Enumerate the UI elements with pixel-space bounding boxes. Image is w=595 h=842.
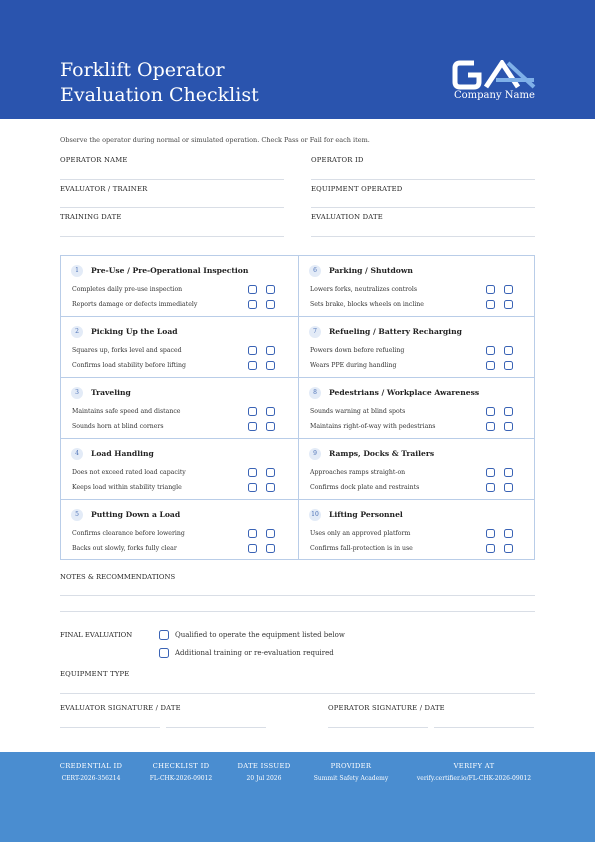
checklist-section: [299, 256, 536, 317]
checklist-item: Maintains right-of-way with pedestrians: [310, 423, 436, 430]
section-number: 3: [71, 387, 83, 399]
notes-line[interactable]: [60, 611, 535, 612]
section-title: Putting Down a Load: [91, 510, 181, 519]
provider: [304, 762, 398, 782]
pass-checkbox[interactable]: [248, 422, 257, 431]
page-title: [60, 58, 259, 108]
pass-checkbox[interactable]: [486, 483, 495, 492]
section-title: Refueling / Battery Recharging: [329, 327, 462, 336]
verify-at: [404, 762, 544, 782]
page-footer: [0, 752, 595, 842]
fail-checkbox[interactable]: [504, 407, 513, 416]
fail-checkbox[interactable]: [266, 529, 275, 538]
notes-line[interactable]: [60, 595, 535, 596]
evaluator-signature-field[interactable]: [60, 727, 160, 728]
credential-id-value: CERT-2026-356214: [61, 775, 121, 782]
checklist-section: [61, 256, 298, 317]
section-number: 1: [71, 265, 83, 277]
section-title: Picking Up the Load: [91, 327, 178, 336]
equipment-operated-label: EQUIPMENT OPERATED: [311, 185, 403, 193]
qualified-checkbox[interactable]: [159, 630, 169, 640]
section-title: Ramps, Docks & Trailers: [329, 449, 435, 458]
evaluator-signature-label: EVALUATOR SIGNATURE / DATE: [60, 704, 181, 712]
pass-checkbox[interactable]: [248, 346, 257, 355]
instructions: Observe the operator during normal or simulated operation. Check Pass or Fail for each item.: [60, 136, 370, 144]
operator-date-field[interactable]: [434, 727, 534, 728]
pass-checkbox[interactable]: [248, 361, 257, 370]
section-title: Pre-Use / Pre-Operational Inspection: [91, 266, 249, 275]
section-title: Traveling: [91, 388, 131, 397]
retraining-checkbox[interactable]: [159, 648, 169, 658]
section-title: Pedestrians / Workplace Awareness: [329, 388, 480, 397]
page-header: [0, 0, 595, 119]
checklist-item: Confirms clearance before lowering: [72, 530, 185, 537]
checklist-section: [299, 500, 536, 561]
section-number: 4: [71, 448, 83, 460]
section-title: Parking / Shutdown: [329, 266, 413, 275]
pass-checkbox[interactable]: [486, 300, 495, 309]
fail-checkbox[interactable]: [266, 285, 275, 294]
checklist-item: Confirms fall-protection is in use: [310, 545, 413, 552]
checklist-section: [299, 378, 536, 439]
operator-name-label: OPERATOR NAME: [60, 156, 128, 164]
fail-checkbox[interactable]: [504, 346, 513, 355]
evaluation-date-field[interactable]: [311, 236, 535, 237]
checklist-item: Wears PPE during handling: [310, 362, 397, 369]
section-number: 9: [309, 448, 321, 460]
pass-checkbox[interactable]: [486, 346, 495, 355]
checklist-id-value: FL-CHK-2026-09012: [149, 775, 213, 782]
evaluation-date-label: EVALUATION DATE: [311, 213, 383, 221]
pass-checkbox[interactable]: [248, 407, 257, 416]
pass-checkbox[interactable]: [248, 300, 257, 309]
verify-at-link[interactable]: verify.certifier.io/FL-CHK-2026-09012: [416, 775, 532, 782]
pass-checkbox[interactable]: [486, 285, 495, 294]
fail-checkbox[interactable]: [266, 346, 275, 355]
checklist-section: [61, 500, 298, 561]
checklist-item: Completes daily pre-use inspection: [72, 286, 183, 293]
fail-checkbox[interactable]: [504, 544, 513, 553]
qualified-option-label: Qualified to operate the equipment listed below: [175, 631, 345, 639]
pass-checkbox[interactable]: [486, 422, 495, 431]
credential-id: [50, 762, 132, 782]
credential-id-label: CREDENTIAL ID: [59, 762, 123, 770]
checklist-item: Confirms dock plate and restraints: [310, 484, 420, 491]
pass-checkbox[interactable]: [248, 544, 257, 553]
checklist-section: [299, 439, 536, 500]
final-evaluation-label: FINAL EVALUATION: [60, 631, 133, 639]
checklist-item: Reports damage or defects immediately: [72, 301, 198, 308]
checklist-item: Approaches ramps straight-on: [310, 469, 406, 476]
operator-signature-field[interactable]: [328, 727, 428, 728]
title-line-1: Forklift Operator: [60, 59, 225, 81]
notes-label: NOTES & RECOMMENDATIONS: [60, 573, 176, 581]
pass-checkbox[interactable]: [486, 529, 495, 538]
checklist-id-label: CHECKLIST ID: [152, 762, 210, 770]
evaluator-label: EVALUATOR / TRAINER: [60, 185, 148, 193]
section-number: 8: [309, 387, 321, 399]
fail-checkbox[interactable]: [266, 483, 275, 492]
section-number: 5: [71, 509, 83, 521]
fail-checkbox[interactable]: [504, 300, 513, 309]
checklist-item: Confirms load stability before lifting: [72, 362, 186, 369]
section-title: Lifting Personnel: [329, 510, 403, 519]
fail-checkbox[interactable]: [504, 468, 513, 477]
fail-checkbox[interactable]: [266, 300, 275, 309]
equipment-operated-field[interactable]: [311, 207, 535, 208]
checklist-item: Sets brake, blocks wheels on incline: [310, 301, 424, 308]
section-number: 7: [309, 326, 321, 338]
training-date-label: TRAINING DATE: [60, 213, 122, 221]
date-issued-label: DATE ISSUED: [237, 762, 291, 770]
equipment-type-field[interactable]: [60, 693, 535, 694]
section-number: 2: [71, 326, 83, 338]
checklist-item: Sounds horn at blind corners: [72, 423, 164, 430]
fail-checkbox[interactable]: [266, 544, 275, 553]
fail-checkbox[interactable]: [504, 529, 513, 538]
checklist-section: [61, 439, 298, 500]
checklist-section: [299, 317, 536, 378]
operator-signature-label: OPERATOR SIGNATURE / DATE: [328, 704, 445, 712]
company-name: Company Name: [454, 90, 535, 101]
pass-checkbox[interactable]: [486, 361, 495, 370]
retraining-option-label: Additional training or re-evaluation required: [175, 649, 334, 657]
section-number: 10: [309, 509, 321, 521]
pass-checkbox[interactable]: [486, 544, 495, 553]
pass-checkbox[interactable]: [248, 483, 257, 492]
date-issued: [230, 762, 298, 782]
training-date-field[interactable]: [60, 236, 284, 237]
equipment-type-label: EQUIPMENT TYPE: [60, 670, 130, 678]
section-number: 6: [309, 265, 321, 277]
checklist-id: [138, 762, 224, 782]
checklist-grid: [60, 255, 535, 560]
pass-checkbox[interactable]: [248, 285, 257, 294]
fail-checkbox[interactable]: [266, 361, 275, 370]
verify-at-label: VERIFY AT: [453, 762, 495, 770]
checklist-item: Uses only an approved platform: [310, 530, 411, 537]
fail-checkbox[interactable]: [504, 361, 513, 370]
title-line-2: Evaluation Checklist: [60, 84, 259, 106]
fail-checkbox[interactable]: [504, 422, 513, 431]
pass-checkbox[interactable]: [486, 468, 495, 477]
fail-checkbox[interactable]: [266, 422, 275, 431]
checklist-item: Powers down before refueling: [310, 347, 405, 354]
provider-value: Summit Safety Academy: [313, 775, 389, 782]
pass-checkbox[interactable]: [248, 468, 257, 477]
fail-checkbox[interactable]: [504, 483, 513, 492]
evaluator-field[interactable]: [60, 207, 284, 208]
checklist-item: Maintains safe speed and distance: [72, 408, 181, 415]
fail-checkbox[interactable]: [266, 468, 275, 477]
operator-name-field[interactable]: [60, 179, 284, 180]
checklist-section: [61, 317, 298, 378]
checklist-item: Squares up, forks level and spaced: [72, 347, 182, 354]
section-title: Load Handling: [91, 449, 154, 458]
evaluator-date-field[interactable]: [166, 727, 266, 728]
provider-label: PROVIDER: [330, 762, 372, 770]
checklist-item: Sounds warning at blind spots: [310, 408, 406, 415]
operator-id-field[interactable]: [311, 179, 535, 180]
checklist-item: Lowers forks, neutralizes controls: [310, 286, 418, 293]
pass-checkbox[interactable]: [248, 529, 257, 538]
checklist-item: Does not exceed rated load capacity: [72, 469, 186, 476]
checklist-section: [61, 378, 298, 439]
fail-checkbox[interactable]: [266, 407, 275, 416]
checklist-item: Keeps load within stability triangle: [72, 484, 182, 491]
checklist-item: Backs out slowly, forks fully clear: [72, 545, 177, 552]
date-issued-value: 20 Jul 2026: [246, 775, 282, 782]
fail-checkbox[interactable]: [504, 285, 513, 294]
pass-checkbox[interactable]: [486, 407, 495, 416]
operator-id-label: OPERATOR ID: [311, 156, 364, 164]
